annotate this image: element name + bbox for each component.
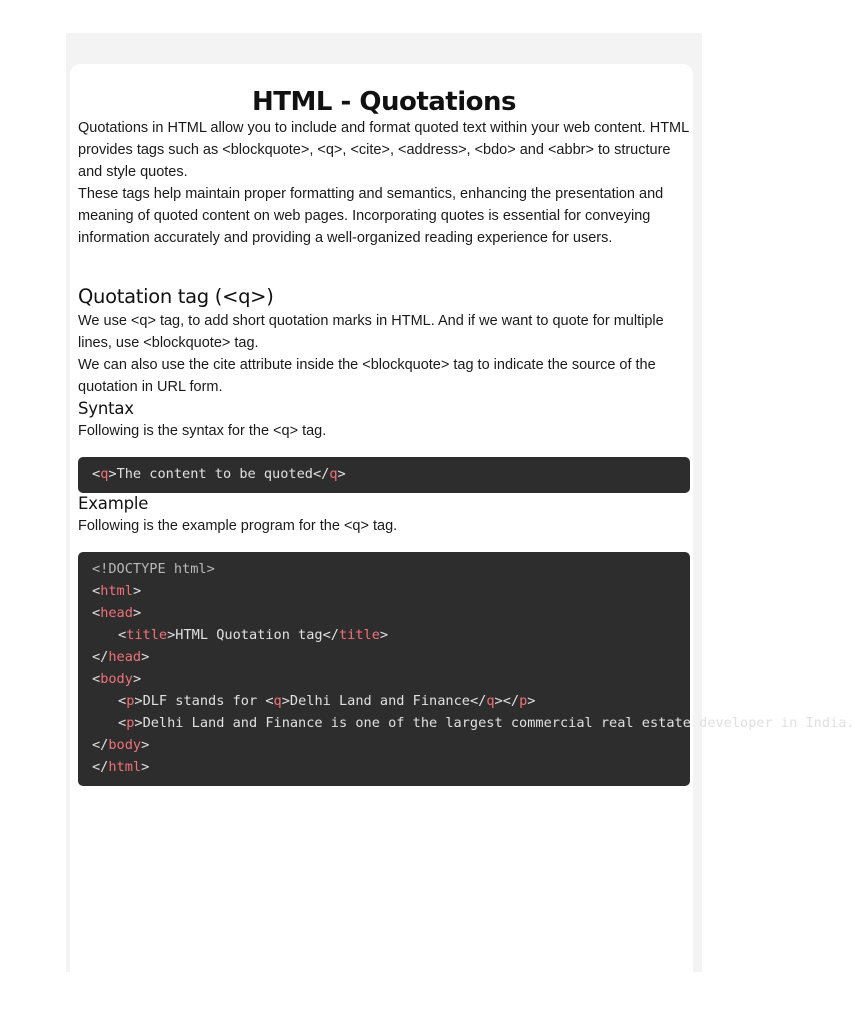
code-tag-name: p [519,693,528,709]
intro-paragraph-2: These tags help maintain proper formatting and semantics, enhancing the presentation and meaning of quoted content on web pages. Incorporating quotes is essential for conveying information accurately and providing a well-organized reading experience for users. [78,186,664,246]
code-doctype: <!DOCTYPE html> [92,561,215,577]
code-tag-name: html [108,759,142,775]
code-tag-name: q [273,693,282,709]
code-tag-name: body [100,671,133,687]
example-description: Following is the example program for the <q> tag. [78,518,398,534]
code-tag-name: html [100,583,133,599]
code-tag-name: body [108,737,142,753]
quotation-paragraph-2: We can also use the cite attribute inside the <blockquote> tag to indicate the source of the quotation in URL form. [78,357,656,395]
code-tag-name: p [126,715,135,731]
code-tag-name: title [339,627,380,643]
code-text: Delhi Land and Finance is one of the largest commercial real estate developer in India. [142,715,855,731]
code-tag-name: q [100,466,109,482]
quotation-paragraph-1: We use <q> tag, to add short quotation marks in HTML. And if we want to quote for multiple lines, use <blockquote> tag. [78,313,664,351]
code-text: DLF stands for [142,693,266,709]
code-tag-name: q [486,693,495,709]
syntax-heading: Syntax [78,399,134,418]
code-text: The content to be quoted [116,466,313,482]
page-frame [66,33,855,972]
syntax-description: Following is the syntax for the <q> tag. [78,423,327,439]
section-title-quotation-tag: Quotation tag (<q>) [78,285,274,308]
code-tag-name: q [329,466,338,482]
code-tag-name: head [108,649,142,665]
code-tag-name: p [126,693,135,709]
content-card [70,64,855,984]
code-tag-name: head [100,605,133,621]
code-text: HTML Quotation tag [175,627,323,643]
article-body [78,64,855,786]
example-heading: Example [78,494,149,513]
syntax-code-block[interactable]: <q>The content to be quoted</q> [78,457,690,493]
code-tag-name: title [126,627,168,643]
example-code-block[interactable]: <!DOCTYPE html> <html> <head> <title>HTML Quotation tag</title> </head> <body> <p>DLF stands for <q>Delhi Land and Finance</q></p> <p>Delhi Land and Finance is one of the largest commercial real estate developer in India. </body> </html> [78,552,690,786]
page-title: HTML - Quotations [252,87,516,117]
intro-paragraph-1: Quotations in HTML allow you to include and format quoted text within your web content. HTML provides tags such as <blockquote>, <q>, <cite>, <address>, <bdo> and <abbr> to structure and style quotes. [78,120,689,180]
code-text: Delhi Land and Finance [289,693,470,709]
